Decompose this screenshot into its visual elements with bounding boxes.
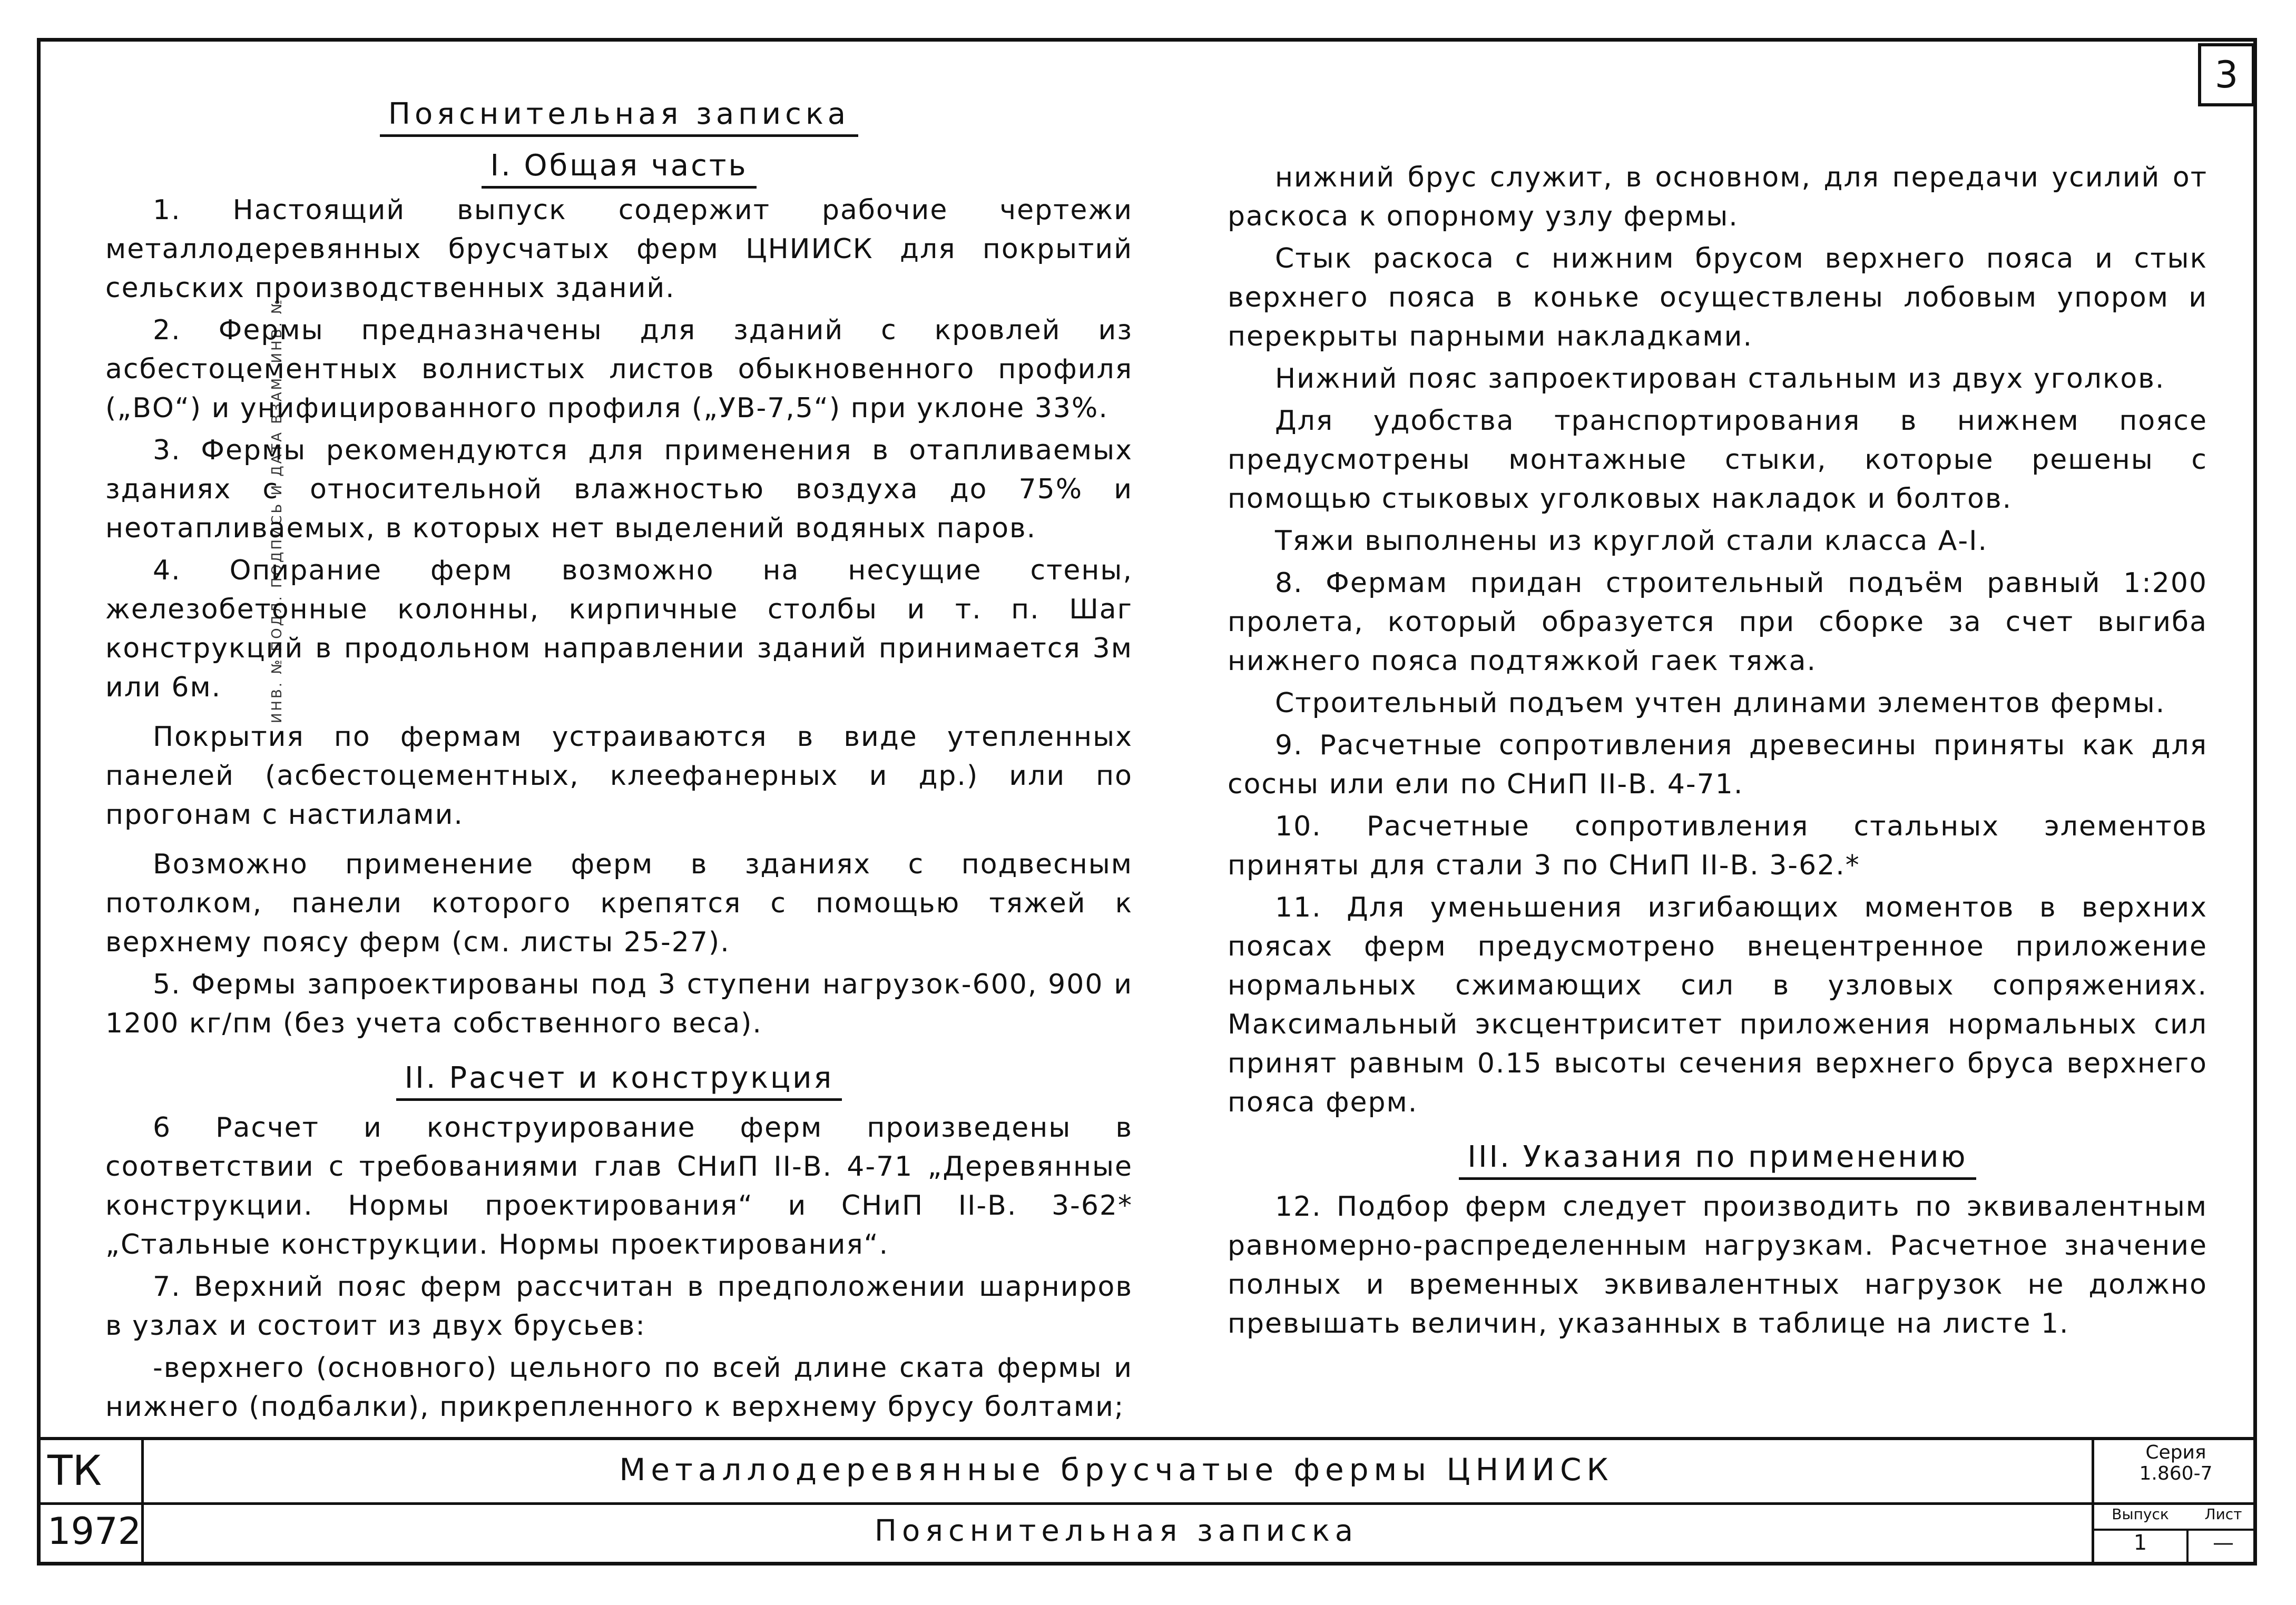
paragraph: нижний брус служит, в основном, для передачи усилий от раскоса к опорному узлу фермы. bbox=[1228, 162, 2207, 232]
stamp-series-value: 1.860-7 bbox=[2139, 1463, 2213, 1484]
paragraph: Тяжи выполнены из круглой стали класса А-I. bbox=[1275, 525, 1988, 557]
paragraph: Строительный подъем учтен длинами элементов фермы. bbox=[1275, 687, 2166, 719]
section-3-title: III. Указания по применению bbox=[1228, 1138, 2207, 1177]
title-block-divider bbox=[37, 1502, 2257, 1505]
left-column bbox=[105, 79, 1133, 1430]
paragraph: 4. Опирание ферм возможно на несущие стены, железобетонные колонны, кирпичные столбы и т. п. Шаг конструкций в продольном направлении зданий принимается 3м или 6м. bbox=[105, 555, 1133, 703]
paragraph: 3. Фермы рекомендуются для применения в отапливаемых зданиях с относительной влажностью воздуха до 75% и неотапливаемых, в которых нет выделений водяных паров. bbox=[105, 435, 1133, 544]
margin-stamp-text: ИНВ. № ПОДЛ. ПОДПИСЬ И ДАТА ВЗАМ. ИНВ. № bbox=[269, 297, 285, 724]
stamp-subtitle: Пояснительная записка bbox=[874, 1514, 1359, 1548]
document-title: Пояснительная записка bbox=[105, 95, 1133, 134]
stamp-sheet-label: Лист bbox=[2204, 1505, 2242, 1523]
paragraph: Покрытия по фермам устраиваются в виде утепленных панелей (асбестоцементных, клеефанерных и др.) или по прогонам с настилами. bbox=[105, 721, 1133, 831]
paragraph: 6 Расчет и конструирование ферм произведены в соответствии с требованиями глав СНиП II-В. 4-71 „Деревянные конструкции. Нормы проектирования“ и СНиП II-В. 3-62* „Стальные конструкции. Нормы проектирования“. bbox=[105, 1112, 1133, 1261]
paragraph: Стык раскоса с нижним брусом верхнего пояса и стык верхнего пояса в коньке осуществлены лобовым упором и перекрыты парными накладками. bbox=[1228, 243, 2207, 352]
paragraph: Для удобства транспортирования в нижнем поясе предусмотрены монтажные стыки, которые решены с помощью стыковых уголковых накладок и болтов. bbox=[1228, 405, 2207, 515]
paragraph: Возможно применение ферм в зданиях с подвесным потолком, панели которого крепятся с помощью тяжей к верхнему поясу ферм (см. листы 25-27). bbox=[105, 849, 1133, 958]
stamp-series-label: Серия bbox=[2145, 1442, 2206, 1463]
stamp-series bbox=[2094, 1442, 2258, 1484]
title-block bbox=[37, 1437, 2257, 1569]
paragraph: 7. Верхний пояс ферм рассчитан в предположении шарниров в узлах и состоит из двух брусьев: bbox=[105, 1271, 1133, 1342]
paragraph: 11. Для уменьшения изгибающих моментов в верхних поясах ферм предусмотрено внецентренное приложение нормальных сжимающих сил в узловых сопряжениях. Максимальный эксцентриситет приложения нормальных сил принят равным 0.15 высоты сечения верхнего бруса верхнего пояса ферм. bbox=[1228, 892, 2207, 1118]
paragraph: 5. Фермы запроектированы под 3 ступени нагрузок-600, 900 и 1200 кг/пм (без учета собственного веса). bbox=[105, 969, 1133, 1039]
paragraph: -верхнего (основного) цельного по всей длине ската фермы и нижнего (подбалки), прикрепленного к верхнему брусу болтами; bbox=[105, 1352, 1133, 1423]
stamp-title: Металлодеревянные брусчатые фермы ЦНИИСК bbox=[619, 1452, 1614, 1488]
stamp-year: 1972 bbox=[47, 1510, 142, 1553]
paragraph: 10. Расчетные сопротивления стальных элементов приняты для стали 3 по СНиП II-В. 3-62.* bbox=[1228, 811, 2207, 881]
paragraph: Нижний пояс запроектирован стальным из двух уголков. bbox=[1275, 363, 2165, 395]
right-column bbox=[1228, 158, 2207, 1346]
section-2-title: II. Расчет и конструкция bbox=[105, 1059, 1133, 1098]
paragraph: 8. Фермам придан строительный подъём равный 1:200 пролета, который образуется при сборке за счет выгиба нижнего пояса подтяжкой гаек тяжа. bbox=[1228, 567, 2207, 677]
paragraph: 2. Фермы предназначены для зданий с кровлей из асбестоцементных волнистых листов обыкновенного профиля („ВО“) и унифицированного профиля („УВ-7,5“) при уклоне 33%. bbox=[105, 314, 1133, 424]
paragraph: 9. Расчетные сопротивления древесины приняты как для сосны или ели по СНиП II-В. 4-71. bbox=[1228, 730, 2207, 800]
sheet-number: 3 bbox=[2198, 43, 2255, 106]
stamp-code: ТК bbox=[47, 1448, 102, 1495]
paragraph: 12. Подбор ферм следует производить по эквивалентным равномерно-распределенным нагрузкам. Расчетное значение полных и временных эквивалентных нагрузок не должно превышать величин, указанных в таблице на листе 1. bbox=[1228, 1191, 2207, 1340]
title-block-divider bbox=[2186, 1529, 2189, 1565]
section-1-title: I. Общая часть bbox=[105, 146, 1133, 185]
stamp-sheet-value: — bbox=[2213, 1531, 2234, 1555]
stamp-issue-label: Выпуск bbox=[2112, 1505, 2169, 1523]
stamp-issue-value: 1 bbox=[2133, 1531, 2147, 1555]
paragraph: 1. Настоящий выпуск содержит рабочие чертежи металлодеревянных брусчатых ферм ЦНИИСК для покрытий сельских производственных зданий. bbox=[105, 194, 1133, 304]
